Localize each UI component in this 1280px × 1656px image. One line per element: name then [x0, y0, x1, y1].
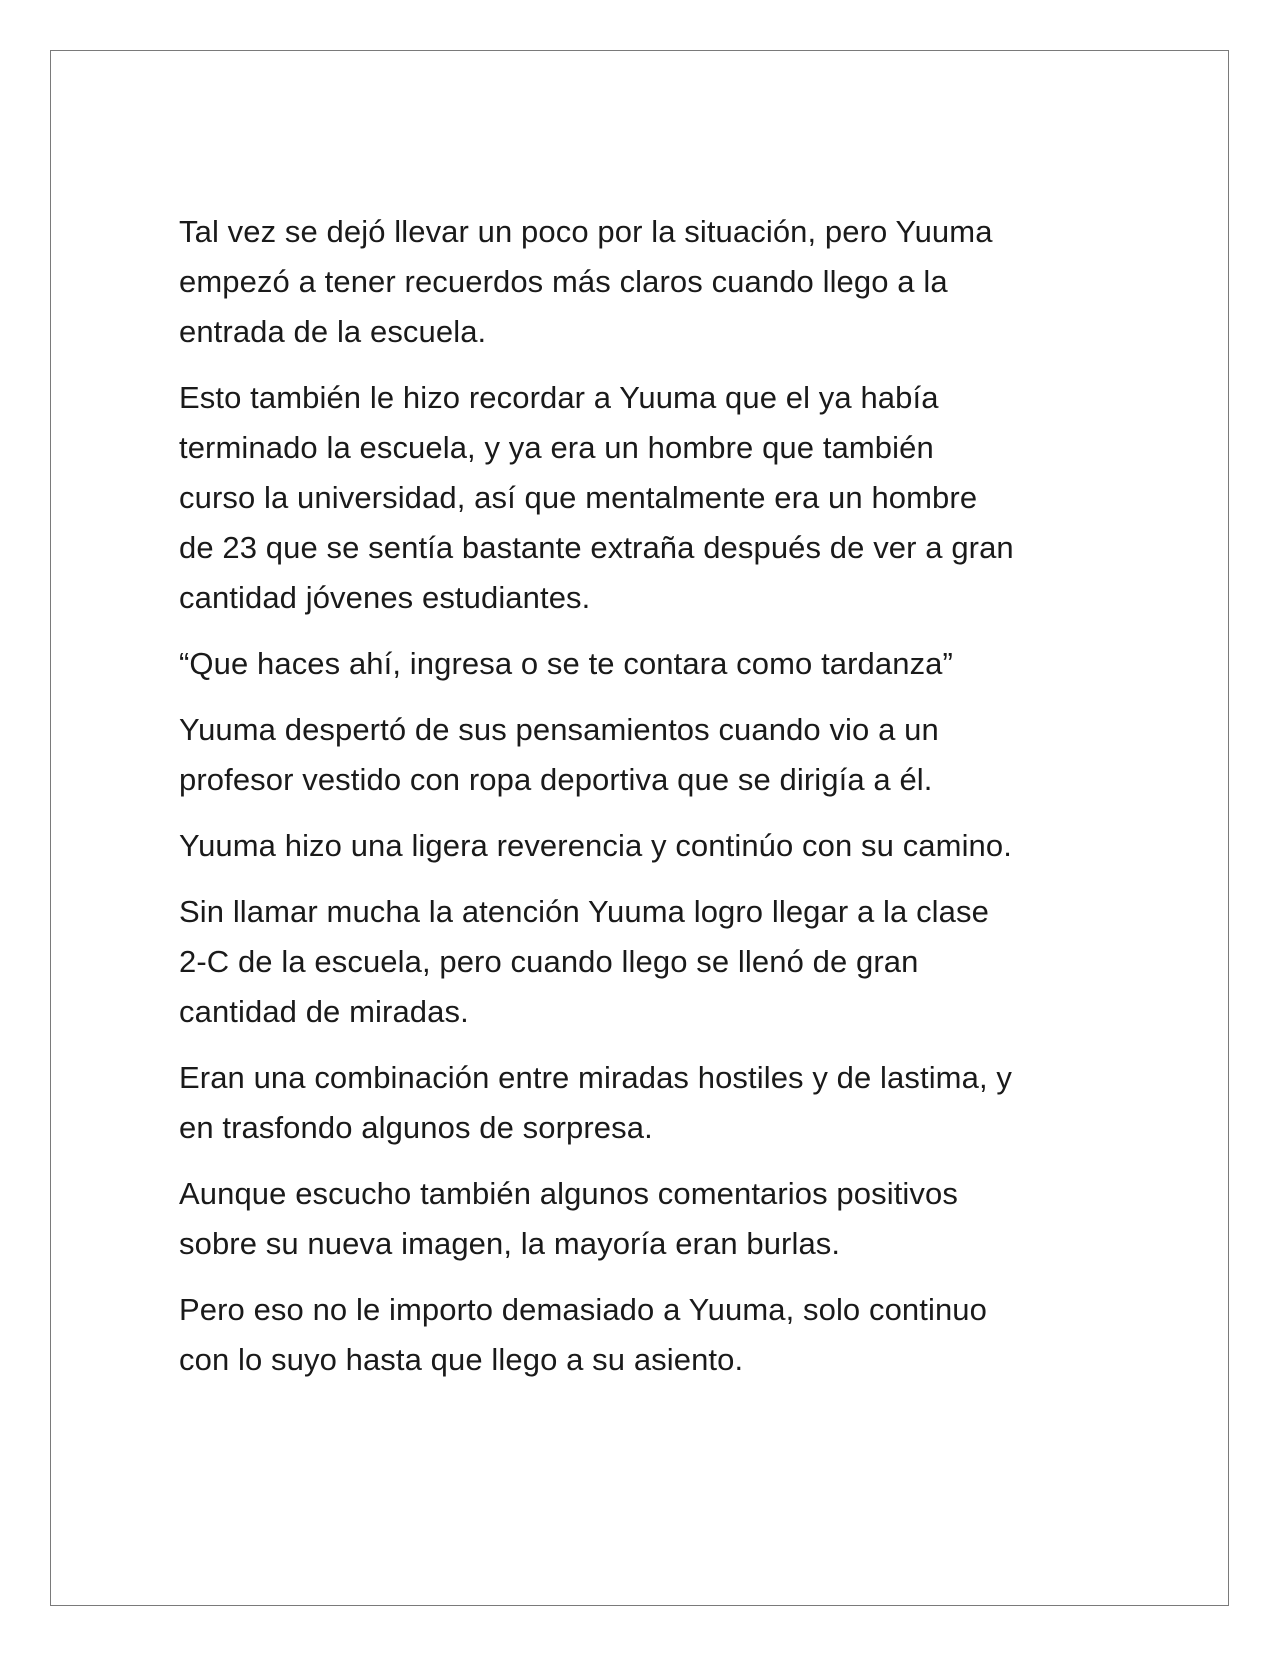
paragraph-7 — [179, 1053, 1119, 1153]
paragraph-4 — [179, 705, 1119, 805]
text-line: con lo suyo hasta que llego a su asiento. — [179, 1342, 744, 1377]
paragraph-2 — [179, 373, 1119, 623]
text-line: empezó a tener recuerdos más claros cuando llego a la — [179, 264, 948, 299]
paragraph-9 — [179, 1285, 1119, 1385]
paragraph-8 — [179, 1169, 1119, 1269]
text-line: sobre su nueva imagen, la mayoría eran burlas. — [179, 1226, 841, 1261]
text-line: Yuuma hizo una ligera reverencia y continúo con su camino. — [179, 828, 1012, 863]
text-line: cantidad jóvenes estudiantes. — [179, 580, 591, 615]
text-line: Tal vez se dejó llevar un poco por la situación, pero Yuuma — [179, 214, 993, 249]
text-line: Sin llamar mucha la atención Yuuma logro llegar a la clase — [179, 894, 989, 929]
text-line: en trasfondo algunos de sorpresa. — [179, 1110, 653, 1145]
text-line: cantidad de miradas. — [179, 994, 469, 1029]
text-line: profesor vestido con ropa deportiva que se dirigía a él. — [179, 762, 933, 797]
document-page — [50, 50, 1229, 1606]
document-body — [179, 207, 1119, 1401]
text-line: terminado la escuela, y ya era un hombre que también — [179, 430, 934, 465]
text-line: entrada de la escuela. — [179, 314, 487, 349]
text-line: Yuuma despertó de sus pensamientos cuando vio a un — [179, 712, 939, 747]
paragraph-6 — [179, 887, 1119, 1037]
text-line: Esto también le hizo recordar a Yuuma que el ya había — [179, 380, 939, 415]
paragraph-5 — [179, 821, 1119, 871]
text-line: 2-C de la escuela, pero cuando llego se llenó de gran — [179, 944, 919, 979]
text-line: de 23 que se sentía bastante extraña después de ver a gran — [179, 530, 1014, 565]
text-line: “Que haces ahí, ingresa o se te contara como tardanza” — [179, 646, 953, 681]
paragraph-1 — [179, 207, 1119, 357]
paragraph-3 — [179, 639, 1119, 689]
text-line: Pero eso no le importo demasiado a Yuuma, solo continuo — [179, 1292, 987, 1327]
text-line: Aunque escucho también algunos comentarios positivos — [179, 1176, 958, 1211]
text-line: curso la universidad, así que mentalmente era un hombre — [179, 480, 978, 515]
text-line: Eran una combinación entre miradas hostiles y de lastima, y — [179, 1060, 1012, 1095]
